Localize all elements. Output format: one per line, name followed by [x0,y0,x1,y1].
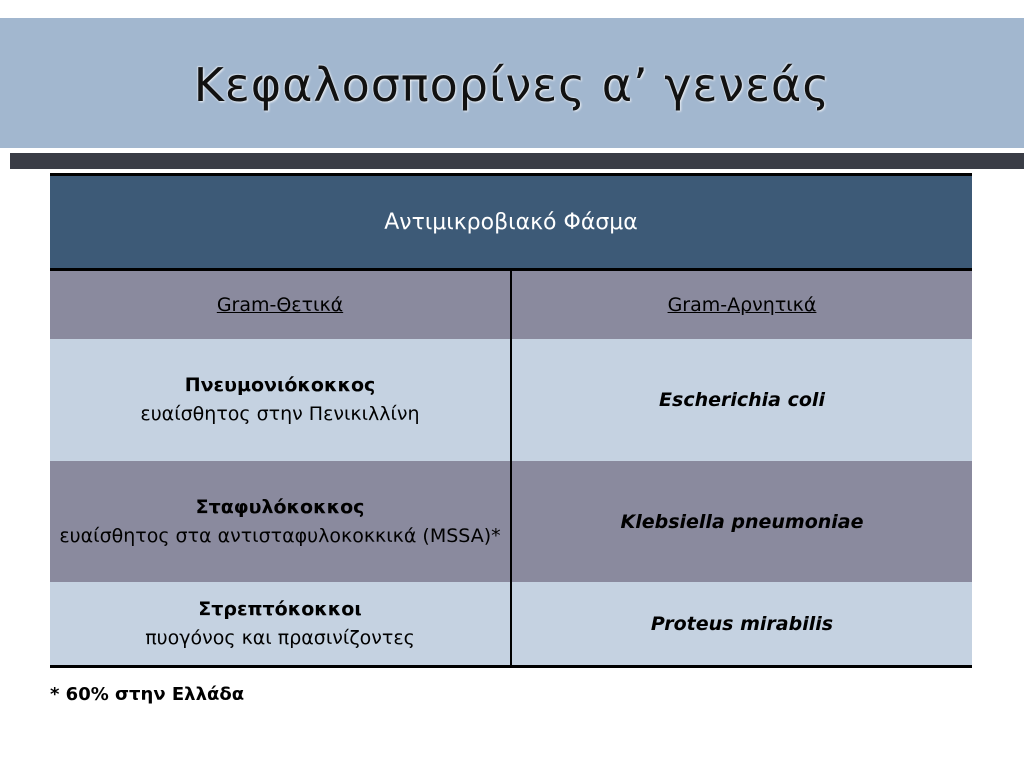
column-header-gram-positive: Gram-Θετικά [50,270,511,340]
organism-name: Στρεπτόκοκκοι [198,597,362,620]
gram-negative-cell [511,339,972,461]
organism-name: Proteus mirabilis [650,612,834,635]
gram-positive-cell [50,582,511,667]
table-row [50,461,972,582]
organism-name: Escherichia coli [659,389,825,411]
table-row [50,339,972,461]
organism-note: ευαίσθητος στα αντισταφυλοκοκκικά (MSSA)* [59,524,501,547]
organism-name: Klebsiella pneumoniae [620,510,864,533]
organism-name: Πνευμονιόκοκκος [184,374,376,396]
gram-negative-cell [511,582,972,667]
divider-notch [0,153,10,169]
organism-note: πυογόνος και πρασινίζοντες [145,626,415,649]
organism-name: Σταφυλόκοκκος [195,495,365,518]
column-header-gram-negative: Gram-Αρνητικά [511,270,972,340]
gram-positive-cell [50,461,511,582]
table-header: Αντιμικροβιακό Φάσμα [50,175,972,270]
slide-title: Κεφαλοσπορίνες α’ γενεάς [193,58,831,112]
gram-positive-cell [50,339,511,461]
table-header-row [50,175,972,270]
footnote: * 60% στην Ελλάδα [50,684,245,705]
organism-note: ευαίσθητος στην Πενικιλλίνη [140,403,420,425]
title-band [0,18,1024,148]
table-row [50,582,972,667]
spectrum-table [50,173,972,668]
column-header-row [50,270,972,340]
gram-negative-cell [511,461,972,582]
title-divider [0,153,1024,169]
